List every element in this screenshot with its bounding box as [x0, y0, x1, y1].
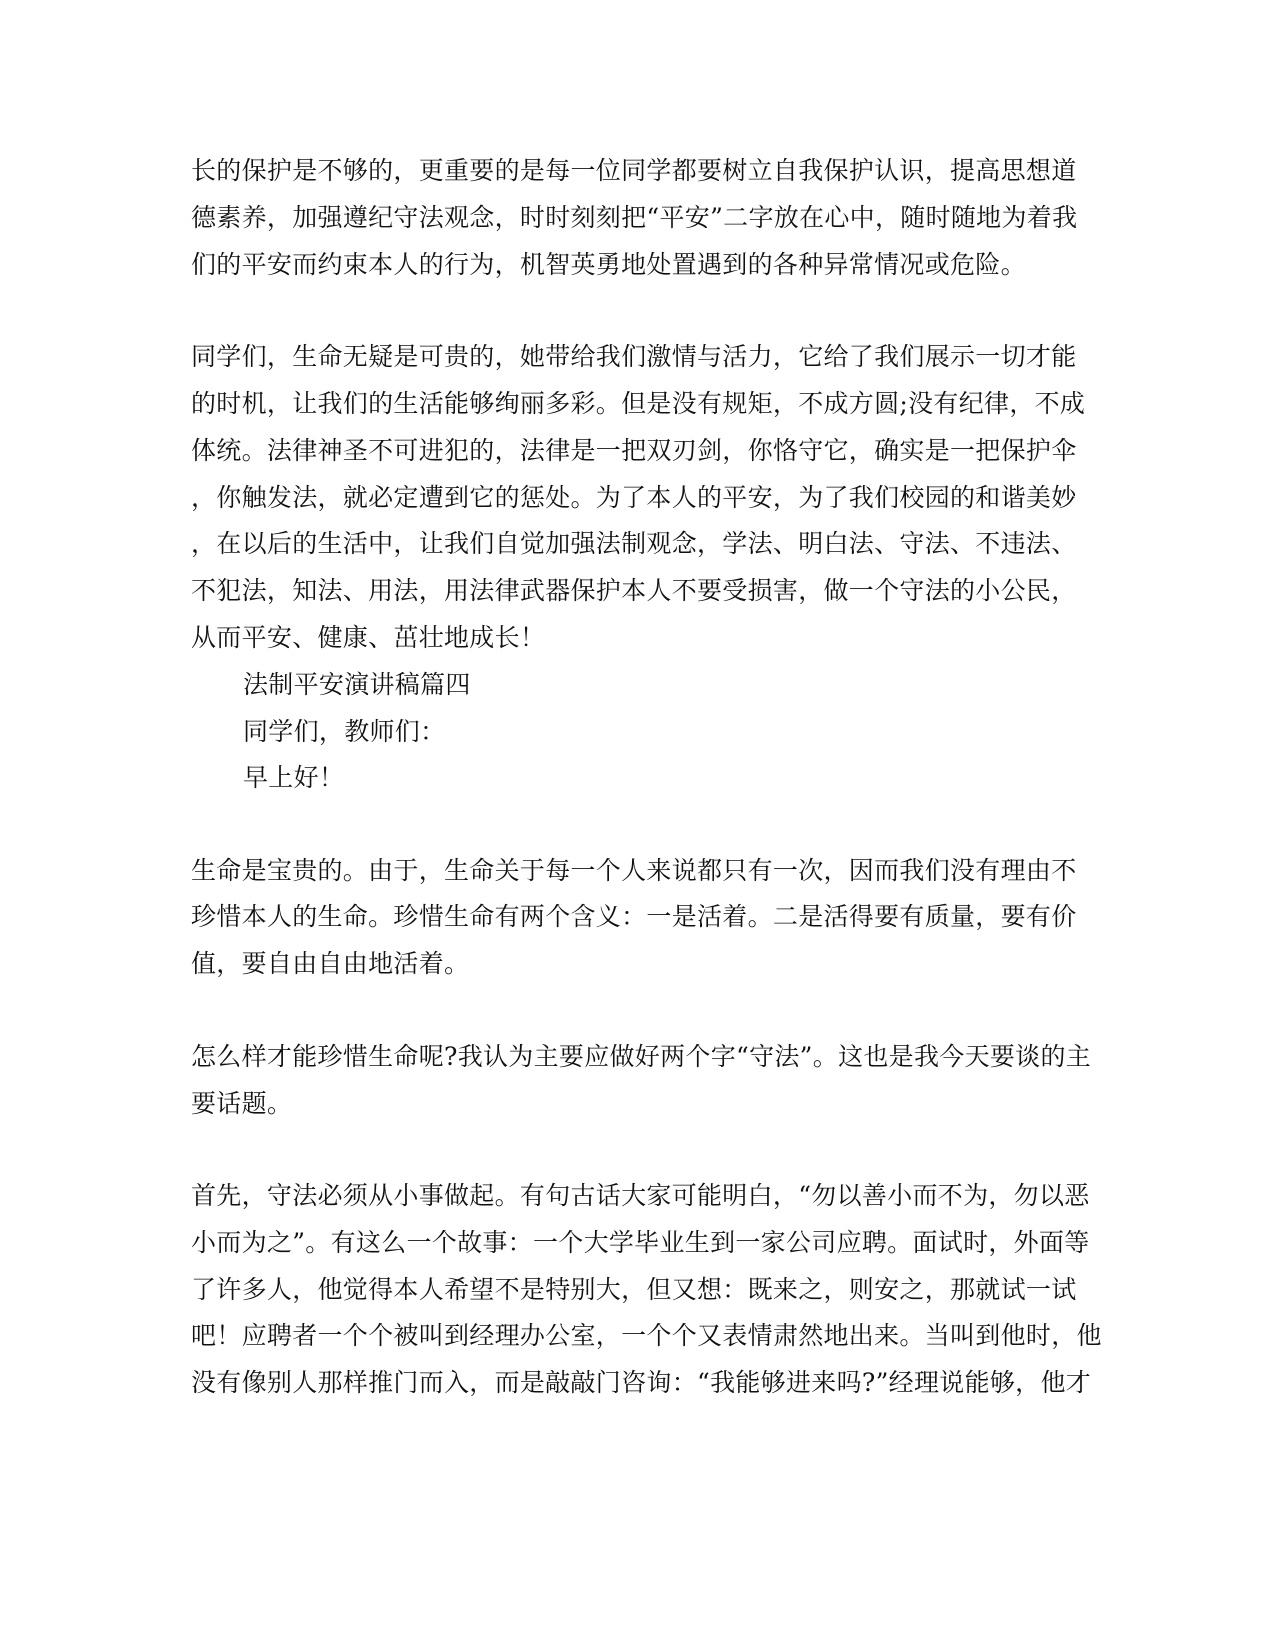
text-line: 长的保护是不够的，更重要的是每一位同学都要树立自我保护认识，提高思想道 — [191, 156, 1077, 185]
text-line: ，你触发法，就必定遭到它的惩处。为了本人的平安，为了我们校园的和谐美妙 — [191, 483, 1077, 512]
text-line: 同学们，生命无疑是可贵的，她带给我们激情与活力，它给了我们展示一切才能 — [191, 342, 1077, 371]
text-line: 体统。法律神圣不可进犯的，法律是一把双刃剑，你恪守它，确实是一把保护伞 — [191, 436, 1077, 465]
text-line: 没有像别人那样推门而入，而是敲敲门咨询：“我能够进来吗?”经理说能够，他才 — [191, 1368, 1092, 1397]
text-line: 生命是宝贵的。由于，生命关于每一个人来说都只有一次，因而我们没有理由不 — [191, 856, 1077, 885]
text-line: 们的平安而约束本人的行为，机智英勇地处置遇到的各种异常情况或危险。 — [191, 250, 1026, 279]
section-heading: 法制平安演讲稿篇四 — [243, 670, 471, 699]
text-line: 要话题。 — [191, 1089, 293, 1118]
salutation: 同学们，教师们： — [243, 717, 446, 746]
text-line: 德素养，加强遵纪守法观念，时时刻刻把“平安”二字放在心中，随时随地为着我 — [191, 203, 1078, 232]
text-line: ，在以后的生活中，让我们自觉加强法制观念，学法、明白法、守法、不违法、 — [191, 529, 1077, 558]
text-line: 从而平安、健康、茁壮地成长！ — [191, 623, 546, 652]
text-line: 的时机，让我们的生活能够绚丽多彩。但是没有规矩，不成方圆;没有纪律，不成 — [191, 389, 1086, 418]
text-line: 小而为之”。有这么一个故事：一个大学毕业生到一家公司应聘。面试时，外面等 — [191, 1228, 1090, 1257]
text-line: 了许多人，他觉得本人希望不是特别大，但又想：既来之，则安之，那就试一试 — [191, 1275, 1077, 1304]
text-line: 不犯法，知法、用法，用法律武器保护本人不要受损害，做一个守法的小公民， — [191, 576, 1077, 605]
text-line: 值，要自由自由地活着。 — [191, 949, 470, 978]
text-line: 怎么样才能珍惜生命呢?我认为主要应做好两个字“守法”。这也是我今天要谈的主 — [191, 1042, 1092, 1071]
text-line: 珍惜本人的生命。珍惜生命有两个含义：一是活着。二是活得要有质量，要有价 — [191, 902, 1077, 931]
greeting: 早上好！ — [243, 763, 345, 792]
text-line: 吧！应聘者一个个被叫到经理办公室，一个个又表情肃然地出来。当叫到他时，他 — [191, 1321, 1102, 1350]
text-line: 首先，守法必须从小事做起。有句古话大家可能明白，“勿以善小而不为，勿以恶 — [191, 1181, 1090, 1210]
